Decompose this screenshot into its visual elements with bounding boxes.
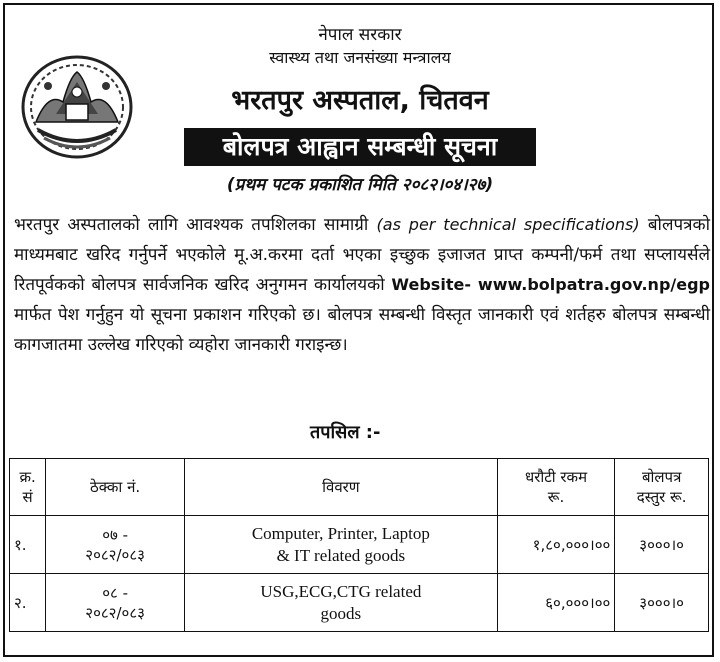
row-deposit-amount: ६०,०००।००: [497, 574, 615, 632]
header-bid-fee: बोलपत्र दस्तुर रू.: [615, 459, 709, 516]
notice-paragraph: [14, 210, 710, 360]
row-contract-no: ०७ - २०८२/०८३: [46, 516, 185, 574]
nepal-government-emblem: [18, 52, 136, 162]
technical-spec-note: (as per technical specifications): [376, 215, 640, 234]
row-description: Computer, Printer, Laptop & IT related goods: [185, 516, 498, 574]
paragraph-text-3: मार्फत पेश गर्नुहुन यो सूचना प्रकाशन गरिएको छ। बोलपत्र सम्बन्धी विस्तृत जानकारी एवं शर्तहरु बोलपत्र सम्बन्धी कागजातमा उल्लेख गरिएको व्यहोरा जानकारी गराइन्छ।: [14, 305, 710, 355]
notice-title: बोलपत्र आह्वान सम्बन्धी सूचना: [184, 128, 536, 166]
publication-date: (प्रथम पटक प्रकाशित मिति २०८२।०४।२७): [226, 175, 494, 195]
header-contract-no: ठेक्का नं.: [46, 459, 185, 516]
row-deposit-amount: १,८०,०००।००: [497, 516, 615, 574]
paragraph-text-1: भरतपुर अस्पतालको लागि आवश्यक तपशिलका सामाग्री: [14, 215, 377, 235]
row-bid-fee: ३०००।०: [615, 516, 709, 574]
government-name: नेपाल सरकार: [318, 25, 402, 45]
header-description: विवरण: [185, 459, 498, 516]
tender-schedule-table: [9, 458, 709, 632]
table-header-row: [10, 459, 709, 516]
schedule-heading: तपसिल :-: [310, 422, 381, 443]
row-serial: १.: [10, 516, 46, 574]
table-row: [10, 516, 709, 574]
table-row: [10, 574, 709, 632]
header-deposit-amount: धरौटी रकम रू.: [497, 459, 615, 516]
ministry-name: स्वास्थ्य तथा जनसंख्या मन्त्रालय: [269, 48, 451, 67]
row-serial: २.: [10, 574, 46, 632]
row-bid-fee: ३०००।०: [615, 574, 709, 632]
header-serial: क्र. सं: [10, 459, 46, 516]
row-description: USG,ECG,CTG related goods: [185, 574, 498, 632]
paragraph-text-2: बोलपत्रको माध्यमबाट खरिद गर्नुपर्ने भएकोले मू.अ.करमा दर्ता भएका इच्छुक इजाजत प्राप्त कम्पनी/फर्म तथा सप्लायर्सले रितपूर्वकको बोलपत्र सार्वजनिक खरिद अनुगमन कार्यालयको: [14, 215, 710, 295]
hospital-name: भरतपुर अस्पताल, चितवन: [231, 85, 489, 116]
website-link[interactable]: Website- www.bolpatra.gov.np/egp: [391, 275, 710, 294]
row-contract-no: ०८ - २०८२/०८३: [46, 574, 185, 632]
